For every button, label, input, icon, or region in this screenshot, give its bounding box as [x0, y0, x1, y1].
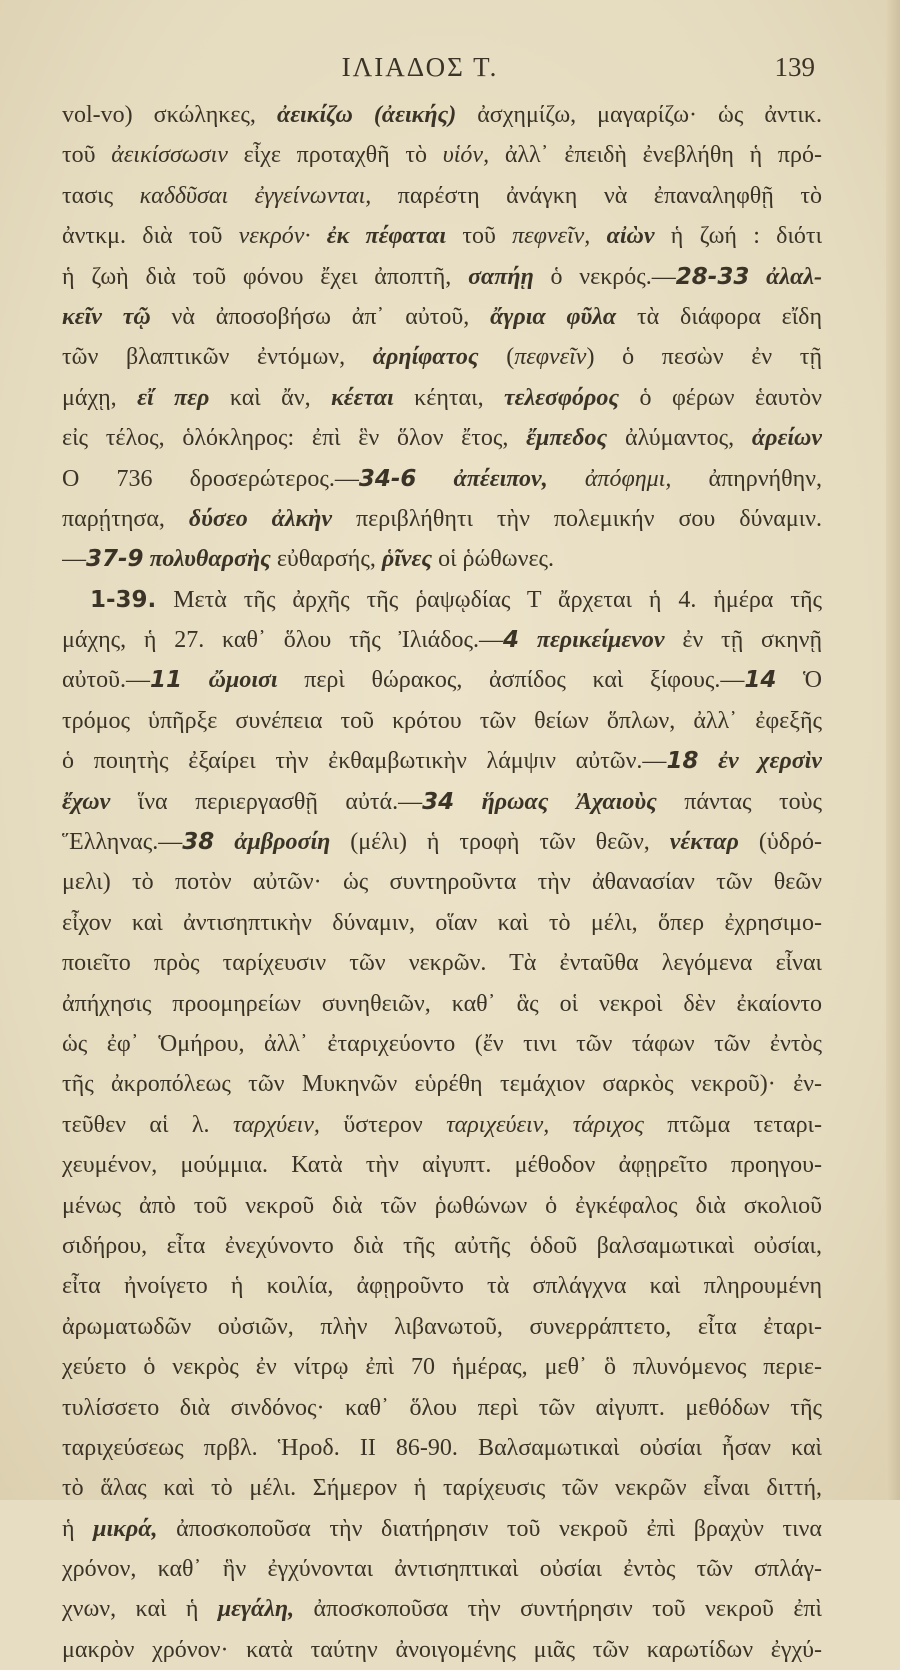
text-run: [548, 466, 585, 492]
text-line: [62, 620, 822, 660]
text-run: ἀρωματωδῶν οὐσιῶν, πλὴν λιβανωτοῦ, συνερράπτετο, εἶτα ἐταρι-: [62, 1313, 822, 1340]
text-run: τοῦ: [446, 223, 513, 250]
verse-reference: 28-33: [675, 263, 750, 290]
lemma-term: ῥῖνες: [381, 546, 433, 573]
italic-term: ταριχεύειν,: [446, 1111, 550, 1138]
text-line: [62, 1428, 822, 1468]
commentary-text: [62, 95, 822, 1670]
italic-term: ἀεικίσσωσιν: [111, 142, 228, 169]
italic-term: πεφνεῖν,: [512, 223, 591, 250]
text-run: κέηται,: [393, 384, 505, 411]
text-line: [62, 378, 822, 418]
text-run: ὡς ἐφ᾽ Ὁμήρου, ἀλλ᾽ ἐταριχεύοντο (ἔν τινι τῶν τάφων τῶν ἐντὸς: [62, 1030, 822, 1057]
text-run: χνων, καὶ ἡ: [62, 1596, 218, 1623]
text-line: [62, 1347, 822, 1387]
verse-reference: 18: [666, 748, 699, 775]
text-run: αὐτοῦ.—: [62, 667, 150, 694]
text-run: περιβλήθητι τὴν πολεμικήν σου δύναμιν.: [332, 505, 822, 532]
text-line: [62, 1226, 822, 1266]
text-run: [519, 627, 537, 653]
text-run: (: [478, 344, 515, 371]
text-run: vol-vo) σκώληκες,: [62, 102, 277, 128]
text-line: [62, 499, 822, 539]
text-line: [62, 297, 822, 337]
text-line: [62, 337, 822, 377]
text-run: ἵνα περιεργασθῇ αὐτά.—: [110, 788, 423, 815]
text-line: [62, 943, 822, 983]
italic-term: πεφνεῖν: [514, 344, 587, 371]
verse-reference: 14: [744, 667, 777, 694]
text-run: ἀποσκοποῦσα τὴν διατήρησιν τοῦ νεκροῦ ἐπὶ βραχὺν τινα: [157, 1515, 822, 1542]
italic-term: ταρχύειν,: [232, 1111, 320, 1138]
text-run: ἀπήχησις προομηρείων συνηθειῶν, καθ᾽ ἃς οἱ νεκροὶ δὲν ἐκαίοντο: [62, 990, 822, 1017]
text-line: [62, 1630, 822, 1670]
section-heading: 1-39.: [90, 586, 157, 613]
text-run: πάντας τοὺς: [656, 788, 822, 815]
text-run: ἡ ζωὴ διὰ τοῦ φόνου ἔχει ἀποπτῆ,: [62, 263, 469, 290]
text-line: [62, 1549, 822, 1589]
text-run: νὰ ἀποσοβήσω ἀπ᾽ αὐτοῦ,: [150, 303, 491, 330]
text-run: [549, 1112, 572, 1138]
text-run: ἀλύμαντος,: [607, 425, 752, 452]
text-run: τυλίσσετο διὰ σινδόνος· καθ᾽ ὅλου περὶ τῶν αἰγυπτ. μεθόδων τῆς: [62, 1394, 822, 1421]
lemma-term: εἴ περ: [137, 384, 210, 411]
text-run: Ἕλληνας.—: [62, 829, 183, 856]
text-run: [590, 223, 606, 249]
text-run: Ὁ: [776, 667, 822, 694]
text-run: χεύετο ὁ νεκρὸς ἐν νίτρῳ ἐπὶ 70 ἡμέρας, μεθ᾽ ὃ πλυνόμενος περιε-: [62, 1354, 822, 1381]
text-line: [62, 1388, 822, 1428]
text-run: οἱ ῥώθωνες.: [432, 546, 555, 573]
lemma-term: περικείμενον: [536, 627, 665, 654]
page-header: [0, 52, 900, 92]
text-line: [62, 459, 822, 499]
text-run: (ὑδρό-: [738, 829, 822, 856]
text-line: [62, 903, 822, 943]
text-line: [62, 1024, 822, 1064]
verse-reference: 38: [182, 829, 215, 856]
lemma-term: αἰὼν: [606, 223, 655, 250]
text-run: ἀσχημίζω, μαγαρίζω· ὡς ἀντικ.: [456, 102, 822, 128]
lemma-term: τελεσφόρος: [504, 384, 620, 411]
italic-term: τάριχος: [572, 1111, 644, 1138]
text-run: ταριχεύσεως πρβλ. Ἡροδ. II 86-90. Βαλσαμωτικαὶ οὐσίαι ἦσαν καὶ: [62, 1434, 822, 1461]
text-line: [62, 257, 822, 297]
verse-reference: 34: [422, 788, 455, 815]
lemma-term: ἀρείων: [751, 425, 822, 452]
lemma-term: δύσεο ἀλκὴν: [188, 505, 333, 532]
text-line: [62, 176, 822, 216]
text-run: μάχης, ἡ 27. καθ᾽ ὅλου τῆς Ἰλιάδος.—: [62, 627, 504, 654]
page-number: 139: [774, 52, 815, 82]
text-run: ἀπηρνήθην,: [671, 465, 822, 492]
text-run: ἡ ζωή : διότι: [654, 223, 822, 250]
text-run: ) ὁ πεσὼν ἐν τῇ: [586, 344, 822, 371]
text-line: [62, 862, 822, 902]
text-line: [62, 216, 822, 256]
text-run: [416, 466, 453, 492]
text-line: [62, 1145, 822, 1185]
text-run: μελι) τὸ ποτὸν αὐτῶν· ὡς συντηροῦντα τὴν ἀθανασίαν τῶν θεῶν: [62, 869, 822, 896]
text-line: [62, 1307, 822, 1347]
text-line: [62, 984, 822, 1024]
text-run: τὰ διάφορα εἴδη: [616, 303, 822, 330]
text-run: καὶ ἄν,: [209, 384, 332, 411]
text-line: [62, 822, 822, 862]
text-run: παρῄτησα,: [62, 505, 189, 532]
text-run: ὁ νεκρός.—: [533, 263, 676, 290]
text-run: μένως ἀπὸ τοῦ νεκροῦ διὰ τῶν ῥωθώνων ὁ ἐγκέφαλος διὰ σκολιοῦ: [62, 1192, 822, 1219]
text-run: εἶχον καὶ ἀντισηπτικὴν δύναμιν, οἵαν καὶ τὸ μέλι, ὅπερ ἐχρησιμο-: [62, 909, 822, 936]
text-line: [62, 1509, 822, 1549]
text-line: [62, 741, 822, 781]
running-title: ΙΛΙΑΔΟΣ Τ.: [341, 52, 499, 82]
text-run: σιδήρου, εἶτα ἐνεχύνοντο διὰ τῆς αὐτῆς ὁδοῦ βαλσαμωτικαὶ οὐσίαι,: [62, 1232, 822, 1259]
italic-term: ἀπόφημι,: [584, 465, 672, 492]
text-run: [310, 223, 326, 249]
text-run: περὶ θώρακος, ἀσπίδος καὶ ξίφους.—: [277, 667, 745, 694]
italic-term: καδδῦσαι ἐγγείνωνται,: [139, 182, 372, 209]
italic-term: νεκρόν·: [238, 223, 311, 250]
text-run: χευμένον, μούμμια. Κατὰ τὴν αἰγυπτ. μέθοδον ἀφῃρεῖτο προηγου-: [62, 1152, 822, 1179]
text-run: [214, 829, 234, 855]
lemma-term: ἔμπεδος: [526, 425, 608, 452]
text-run: εἰς τέλος, ὁλόκληρος: ἐπὶ ἓν ὅλον ἔτος,: [62, 425, 527, 452]
verse-reference: 11: [149, 667, 182, 694]
lemma-term: ἄγρια φῦλα: [490, 303, 617, 330]
text-run: πτῶμα τεταρι-: [643, 1111, 822, 1138]
text-run: εἶτα ἠνοίγετο ἡ κοιλία, ἀφῃροῦντο τὰ σπλάγχνα καὶ πληρουμένη: [62, 1273, 822, 1300]
lemma-term: ἀμβροσίη: [234, 829, 331, 856]
text-run: [182, 667, 209, 693]
lemma-term: σαπήῃ: [468, 263, 534, 290]
text-run: τὸ ἅλας καὶ τὸ μέλι. Σήμερον ἡ ταρίχευσις τῶν νεκρῶν εἶναι διττή,: [62, 1475, 822, 1502]
text-run: Μετὰ τῆς ἀρχῆς τῆς ῥαψῳδίας Τ ἄρχεται ἡ 4. ἡμέρα τῆς: [156, 586, 822, 613]
verse-reference: 4: [503, 627, 520, 654]
text-run: τῆς ἀκροπόλεως τῶν Μυκηνῶν εὑρέθη τεμάχιον σαρκὸς νεκροῦ)· ἐν-: [62, 1071, 822, 1098]
text-line: [62, 1266, 822, 1306]
text-line: [62, 1468, 822, 1508]
text-run: τῶν βλαπτικῶν ἐντόμων,: [62, 344, 373, 371]
lemma-term: μικρά,: [93, 1515, 158, 1542]
lemma-term: ἀεικίζω (ἀεικής): [276, 102, 457, 128]
text-run: ὁ ποιητὴς ἐξαίρει τὴν ἐκθαμβωτικὴν λάμψιν αὐτῶν.—: [62, 748, 667, 775]
text-run: τοῦ: [62, 142, 112, 169]
text-run: ἐν τῇ σκηνῇ: [664, 627, 822, 654]
lemma-term: ἐκ πέφαται: [326, 223, 447, 250]
text-line: [62, 1105, 822, 1145]
text-line: [62, 418, 822, 458]
text-line: [62, 1186, 822, 1226]
lemma-term: μεγάλη,: [217, 1596, 295, 1623]
text-run: χρόνον, καθ᾽ ἣν ἐγχύνονται ἀντισηπτικαὶ οὐσίαι ἐντὸς τῶν σπλάγ-: [62, 1556, 822, 1583]
lemma-term: νέκταρ: [669, 829, 739, 856]
text-run: τεῦθεν αἱ λ.: [62, 1111, 233, 1138]
italic-term: υἱόν,: [442, 142, 490, 169]
text-line: [62, 580, 822, 620]
lemma-term: ἥρωας Ἀχαιοὺς: [481, 788, 657, 815]
lemma-term: πολυθαρσὴς: [149, 546, 271, 573]
text-line: [62, 539, 822, 579]
text-run: εὐθαρσής,: [270, 546, 382, 573]
text-run: (μέλι) ἡ τροφὴ τῶν θεῶν,: [330, 829, 670, 856]
lemma-term: ὤμοισι: [208, 667, 278, 694]
text-run: ἀντκμ. διὰ τοῦ: [62, 223, 239, 250]
text-line: [62, 782, 822, 822]
lemma-term: ἀρηίφατος: [372, 344, 479, 371]
text-run: ὁ φέρων ἑαυτὸν: [619, 384, 822, 411]
text-run: Ο 736 δροσερώτερος.—: [62, 465, 359, 492]
text-line: [62, 135, 822, 175]
text-run: [698, 748, 718, 774]
text-run: ποιεῖτο πρὸς ταρίχευσιν τῶν νεκρῶν. Τὰ ἐνταῦθα λεγόμενα εἶναι: [62, 950, 822, 977]
lemma-term: ἔχων: [62, 788, 111, 815]
text-run: μάχῃ,: [62, 384, 138, 411]
verse-reference: 37-9: [86, 546, 144, 573]
lemma-term: ἐν χερσὶν: [718, 748, 822, 775]
text-run: τρόμος ὑπῆρξε συνέπεια τοῦ κρότου τῶν θείων ὅπλων, ἀλλ᾽ ἐφεξῆς: [62, 707, 822, 734]
text-run: ἀποσκοποῦσα τὴν συντήρησιν τοῦ νεκροῦ ἐπὶ: [294, 1596, 822, 1623]
text-line: [62, 1064, 822, 1104]
lemma-term: κέεται: [331, 384, 394, 411]
text-run: μακρὸν χρόνον· κατὰ ταύτην ἀνοιγομένης μιᾶς τῶν καρωτίδων ἐγχύ-: [62, 1636, 822, 1663]
lemma-term: κεῖν τῷ: [62, 303, 151, 330]
lemma-term: ἀλαλ-: [766, 263, 822, 290]
text-line: [62, 1589, 822, 1629]
text-run: εἶχε προταχθῆ τὸ: [227, 142, 443, 169]
text-run: [454, 789, 481, 815]
text-run: —: [62, 546, 86, 573]
lemma-term: ἀπέειπον,: [453, 465, 548, 492]
text-run: ἀλλ᾽ ἐπειδὴ ἐνεβλήθη ἡ πρό-: [489, 142, 822, 169]
text-run: παρέστη ἀνάγκη νὰ ἐπαναληφθῇ τὸ: [371, 182, 822, 209]
text-line: [62, 660, 822, 700]
text-run: τασις: [62, 182, 140, 209]
text-run: ἡ: [62, 1515, 94, 1542]
text-run: ὕστερον: [319, 1111, 447, 1138]
text-line: [62, 701, 822, 741]
text-run: [749, 264, 766, 290]
verse-reference: 34-6: [358, 465, 417, 492]
text-line: [62, 95, 822, 135]
page-edge: [886, 0, 900, 1500]
